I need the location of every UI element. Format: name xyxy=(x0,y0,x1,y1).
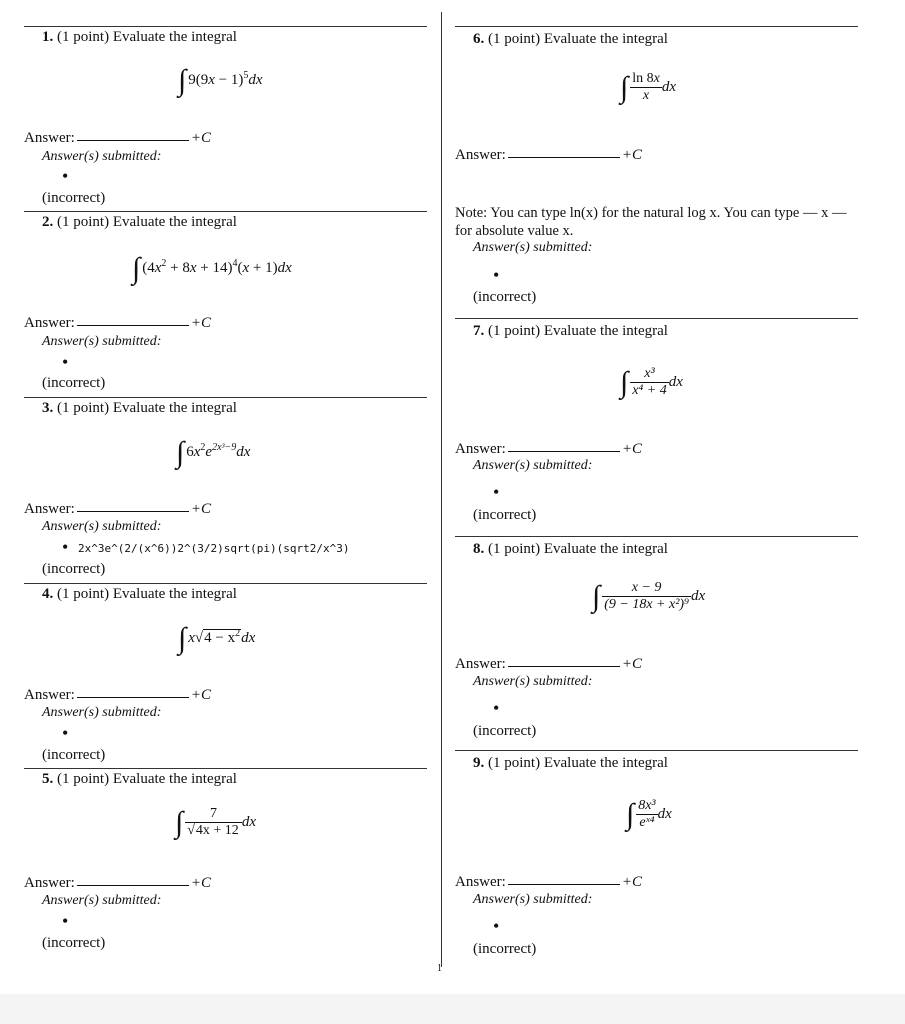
problem-4-header: 4. (1 point) Evaluate the integral xyxy=(42,586,237,602)
divider-line xyxy=(455,536,858,537)
problem-2-answer-row: Answer: +C xyxy=(24,315,211,331)
divider-line xyxy=(24,397,427,398)
problem-2-answer-input[interactable] xyxy=(77,325,189,326)
problem-8-header: 8. (1 point) Evaluate the integral xyxy=(473,541,668,557)
problem-6-submitted-label: Answer(s) submitted: xyxy=(473,240,593,255)
divider-line xyxy=(455,26,858,27)
problem-9-header: 9. (1 point) Evaluate the integral xyxy=(473,755,668,771)
problem-7-answer-row: Answer: +C xyxy=(455,441,642,457)
problem-6-note: Note: You can type ln(x) for the natural log x. You can type — x — for absolute value x. xyxy=(455,205,847,239)
problem-3-integral: ∫ $6x^2e^{2x^3-9}dx$ xyxy=(176,436,251,469)
problem-7-bullet: • xyxy=(493,482,500,502)
problem-3-answer-row: Answer: +C xyxy=(24,501,211,517)
problem-4-integral: ∫ $x√4 - x^2dx$ xyxy=(178,622,256,655)
divider-line xyxy=(24,211,427,212)
problem-5-integral: ∫ $\frac{7}{√4x + 12}$ dx xyxy=(175,806,256,839)
problem-7-integral: ∫ $\frac{\text{x³}}{\text{x⁴ + 4}}$ dx xyxy=(620,366,683,399)
divider-line xyxy=(24,583,427,584)
problem-9-answer-row: Answer: +C xyxy=(455,874,642,890)
problem-9-integral: ∫ $\frac{\text{8x³}}{\text{eˣ⁴}}$ dx xyxy=(626,798,672,831)
problem-4-status: (incorrect) xyxy=(42,747,106,763)
problem-1-integral: ∫ $9(9x - 1)^5dx$ xyxy=(178,64,263,97)
divider-line xyxy=(455,318,858,319)
page-bottom-margin xyxy=(0,994,905,1024)
problem-6-header: 6. (1 point) Evaluate the integral xyxy=(473,31,668,47)
problem-7-answer-input[interactable] xyxy=(508,451,620,452)
divider-line xyxy=(24,26,427,27)
problem-3-answer-input[interactable] xyxy=(77,511,189,512)
problem-2-header: 2. (1 point) Evaluate the integral xyxy=(42,214,237,230)
problem-7-header: 7. (1 point) Evaluate the integral xyxy=(473,323,668,339)
problem-1-header: 1. (1 point) Evaluate the integral xyxy=(42,29,237,45)
problem-6-answer-row: Answer: +C xyxy=(455,147,642,163)
problem-3-status: (incorrect) xyxy=(42,561,106,577)
problem-7-status: (incorrect) xyxy=(473,507,537,523)
problem-8-answer-input[interactable] xyxy=(508,666,620,667)
problem-4-submitted-label: Answer(s) submitted: xyxy=(42,705,162,720)
problem-1-bullet: • xyxy=(62,166,69,186)
problem-3-submitted-answer: 2x^3e^(2/(x^6))2^(3/2)sqrt(pi)(sqrt2/x^3) xyxy=(78,542,350,555)
problem-5-answer-input[interactable] xyxy=(77,885,189,886)
problem-4-bullet: • xyxy=(62,723,69,743)
problem-5-status: (incorrect) xyxy=(42,935,106,951)
problem-9-status: (incorrect) xyxy=(473,941,537,957)
problem-8-status: (incorrect) xyxy=(473,723,537,739)
problem-9-answer-input[interactable] xyxy=(508,884,620,885)
problem-5-answer-row: Answer: +C xyxy=(24,875,211,891)
problem-1-answer-row: Answer: +C xyxy=(24,130,211,146)
problem-1-status: (incorrect) xyxy=(42,190,106,206)
column-divider xyxy=(441,12,442,967)
problem-3-header: 3. (1 point) Evaluate the integral xyxy=(42,400,237,416)
divider-line xyxy=(455,750,858,751)
problem-2-bullet: • xyxy=(62,352,69,372)
problem-7-submitted-label: Answer(s) submitted: xyxy=(473,458,593,473)
problem-4-answer-input[interactable] xyxy=(77,697,189,698)
page-number: 1 xyxy=(437,963,442,974)
problem-8-answer-row: Answer: +C xyxy=(455,656,642,672)
problem-2-submitted-label: Answer(s) submitted: xyxy=(42,334,162,349)
problem-3-submitted-label: Answer(s) submitted: xyxy=(42,519,162,534)
problem-5-bullet: • xyxy=(62,911,69,931)
divider-line xyxy=(24,768,427,769)
problem-9-bullet: • xyxy=(493,916,500,936)
problem-6-integral: ∫ $\frac{\ln 8x}{x}$ dx xyxy=(620,71,676,104)
problem-8-submitted-label: Answer(s) submitted: xyxy=(473,674,593,689)
problem-8-integral: ∫ $\frac{x - 9}{\text{(9 − 18x + x²)⁹}}$ dx xyxy=(592,580,706,613)
problem-8-bullet: • xyxy=(493,698,500,718)
problem-4-answer-row: Answer: +C xyxy=(24,687,211,703)
problem-2-status: (incorrect) xyxy=(42,375,106,391)
problem-6-status: (incorrect) xyxy=(473,289,537,305)
problem-1-answer-input[interactable] xyxy=(77,140,189,141)
problem-5-submitted-label: Answer(s) submitted: xyxy=(42,893,162,908)
problem-2-integral: ∫ $(4x^2 + 8x + 14)^4(x + 1)dx$ xyxy=(132,252,292,285)
problem-5-header: 5. (1 point) Evaluate the integral xyxy=(42,771,237,787)
problem-9-submitted-label: Answer(s) submitted: xyxy=(473,892,593,907)
problem-3-bullet: • xyxy=(62,537,69,557)
problem-1-submitted-label: Answer(s) submitted: xyxy=(42,149,162,164)
problem-6-answer-input[interactable] xyxy=(508,157,620,158)
problem-6-bullet: • xyxy=(493,265,500,285)
